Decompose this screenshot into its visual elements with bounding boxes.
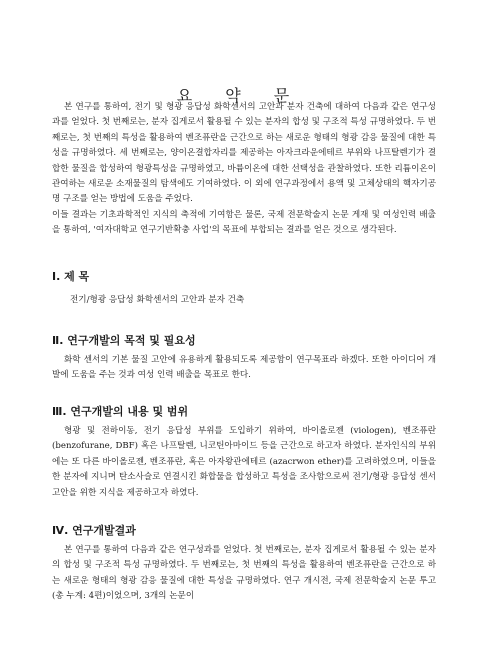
section-heading-title: Ⅰ. 제 목 xyxy=(52,270,90,283)
section-text-title: 전기/형광 응답성 화학센서의 고안과 분자 건축 xyxy=(70,295,245,305)
section-text-scope: 형광 및 전하이동, 전기 응답성 부위를 도입하기 위하여, 바이올로젠 (viologen), 벤조퓨란 (benzofurane, DBF) 혹은 나프탈렌, 니코틴아마이드 등을 근간으로 하고자 하였다. 분자인식의 부위에는 또 다른 바이올로젠, 벤조퓨란, 혹은 아자왕관에테르 (azacrwon ether)를 고려하였으며, 이들을 한 분자에 지니며 탄소사슬로 연결시킨 화합물을 합성하고 특성을 조사함으로써 전기/형광 응답성 센서 고안을 위한 지식을 제공하고자 하였다. xyxy=(52,426,436,498)
section-heading-purpose: Ⅱ. 연구개발의 목적 및 필요성 xyxy=(52,334,196,347)
section-text-purpose: 화학 센서의 기본 물질 고안에 유용하게 활용되도록 제공함이 연구목표라 하겠다. 또한 아이디어 개발에 도움을 주는 것과 여성 인력 배출을 목표로 한다. xyxy=(52,355,436,381)
page-title: 요 약 문 xyxy=(176,85,304,105)
section-heading-results: Ⅳ. 연구개발결과 xyxy=(52,524,136,537)
section-text-results: 본 연구를 통하여 다음과 같은 연구성과를 얻었다. 첫 번째로는, 분자 집게로서 활용될 수 있는 분자의 합성 및 구조적 특성 규명하였다. 두 번째로는, 첫 번째의 특성을 활용하여 벤조퓨란을 근간으로 하는 새로운 형태의 형광 감응 물질에 대한 특성을 규명하였다. 연구 개시전, 국제 전문학술지 논문 투고 (총 누계: 4편)이었으며, 3개의 논문이 xyxy=(52,545,436,602)
summary-paragraph xyxy=(52,100,436,239)
summary-text: 본 연구를 통하여, 전기 및 형광 응답성 화학센서의 고안과 분자 건축에 대하여 다음과 같은 연구성과를 얻었다. 첫 번째로는, 분자 집게로서 활용될 수 있는 분자의 합성 및 구조적 특성 규명하였다. 두 번째로는, 첫 번째의 특성을 활용하여 벤조퓨란을 근간으로 하는 새로운 형태의 형광 감응 물질에 대한 특성을 규명하였다. 세 번째로는, 양이온결합자리를 제공하는 아자크라운에테르 부위와 나프탈렌기가 결합한 물질을 합성하여 형광특성을 규명하였고, 바륨이온에 대한 선택성을 관찰하였다. 또한 리튬이온이 관여하는 새로운 소재물질의 탐색에도 기여하였다. 이 외에 연구과정에서 용액 및 고체상태의 핵자기공명 구조를 얻는 방법에 도움을 주었다. xyxy=(52,102,436,205)
summary-text-2: 이들 결과는 기초과학적인 지식의 축적에 기여함은 물론, 국제 전문학술지 논문 게재 및 여성인력 배출을 통하여, '여자대학교 연구기반확충 사업'의 목표에 부합되는 결과를 얻은 것으로 생각된다. xyxy=(52,209,436,236)
section-heading-scope: Ⅲ. 연구개발의 내용 및 범위 xyxy=(52,405,189,418)
